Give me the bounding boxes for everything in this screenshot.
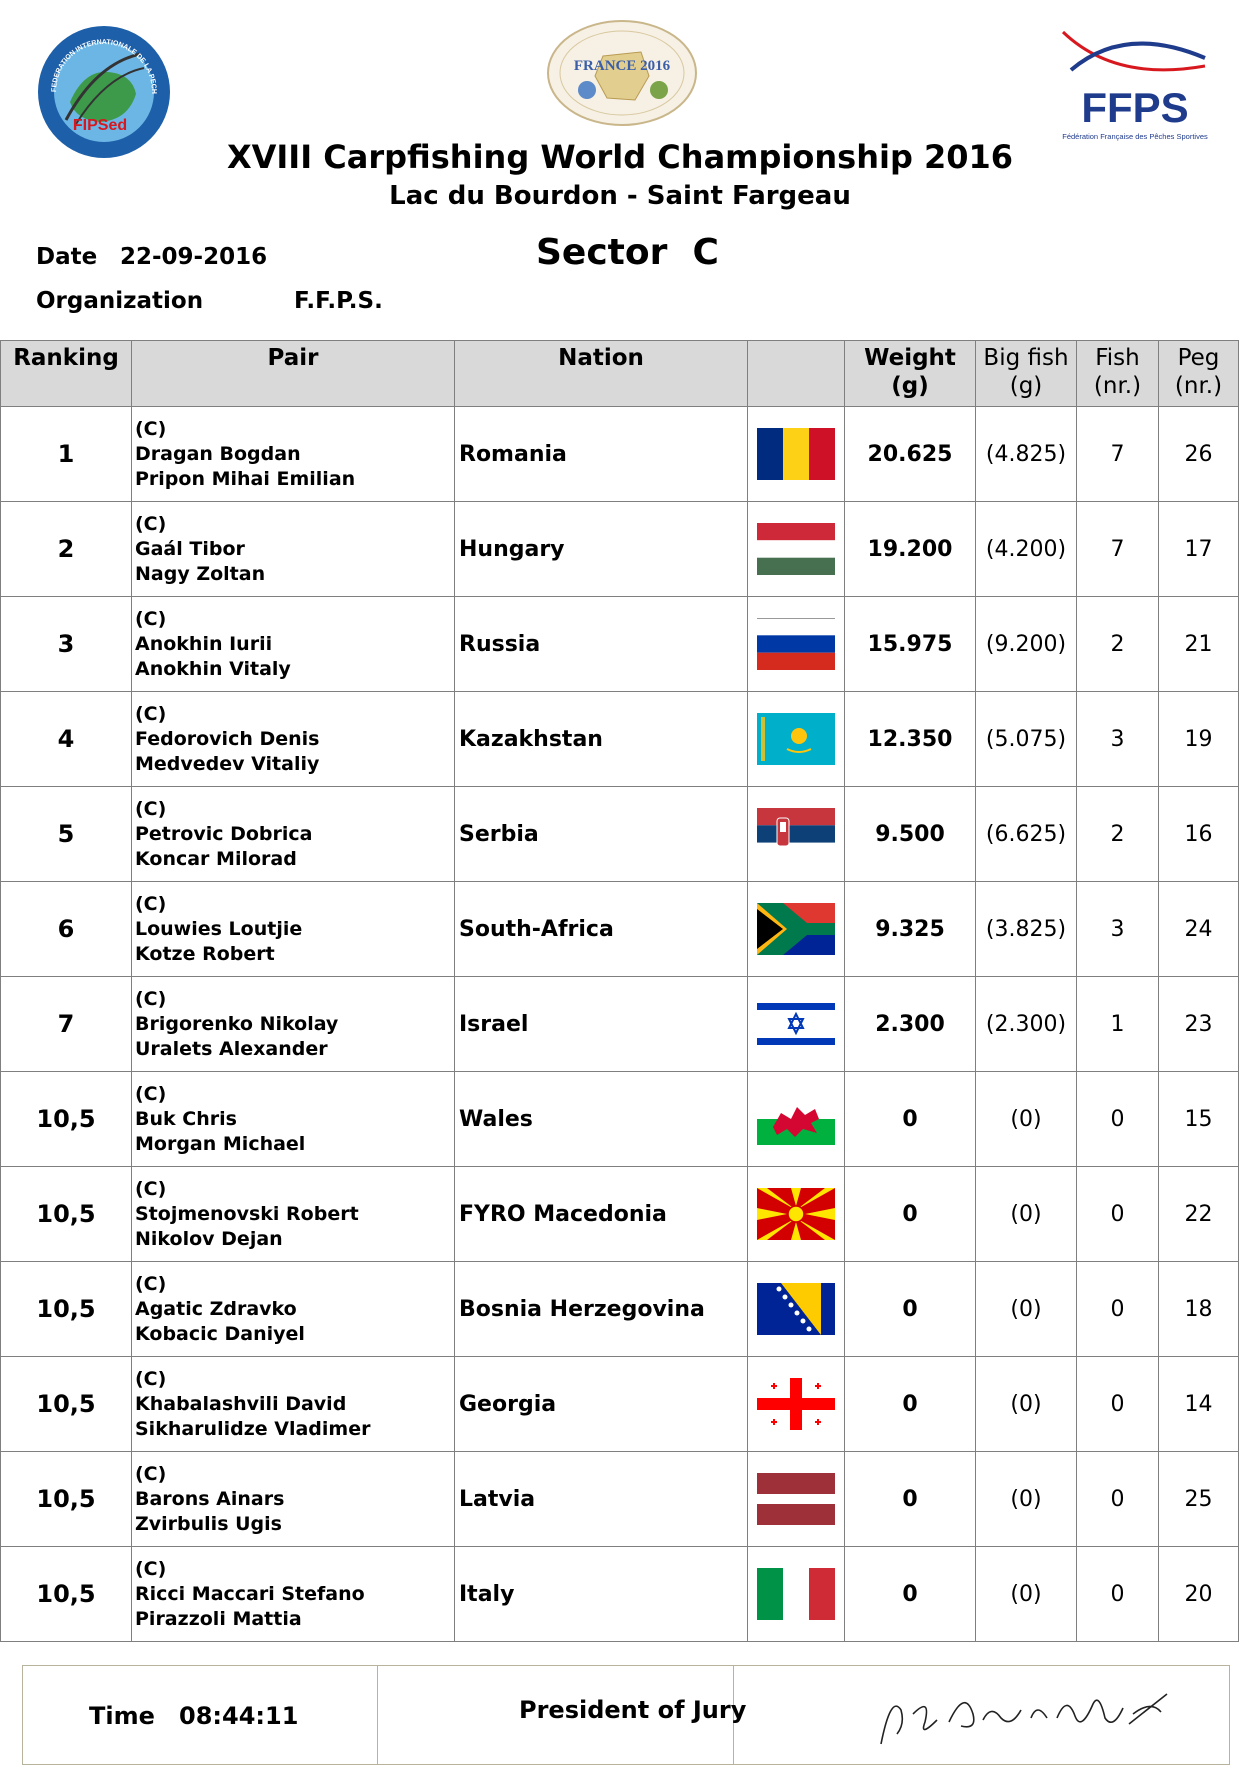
weight-value: 2.300 (875, 1011, 945, 1037)
weight-value: 15.975 (867, 631, 953, 657)
weight-cell (845, 407, 976, 502)
fish-count-cell (1077, 1167, 1159, 1262)
angler-2: Kobacic Daniyel (135, 1322, 305, 1345)
big-fish-value: (0) (1010, 1486, 1042, 1512)
captain-marker: (C) (135, 1462, 167, 1485)
venue-subtitle: Lac du Bourdon - Saint Fargeau (389, 181, 851, 211)
nation-cell (455, 692, 748, 787)
angler-2: Kotze Robert (135, 942, 275, 965)
weight-cell (845, 882, 976, 977)
big-fish-value: (0) (1010, 1296, 1042, 1322)
footer-box (22, 1665, 1230, 1765)
big-fish-cell (976, 1167, 1077, 1262)
rank-cell (1, 1167, 132, 1262)
peg-value: 20 (1184, 1581, 1213, 1607)
footer-divider (377, 1666, 378, 1764)
col-header-big-fish (976, 341, 1077, 407)
angler-1: Agatic Zdravko (135, 1297, 297, 1320)
nation-name: Kazakhstan (459, 726, 603, 752)
peg-cell (1159, 407, 1239, 502)
pair-cell (132, 1072, 455, 1167)
fish-count-value: 2 (1110, 821, 1125, 847)
big-fish-value: (4.825) (985, 441, 1067, 467)
angler-1: Barons Ainars (135, 1487, 285, 1510)
sector-label: Sector C (536, 232, 719, 273)
peg-cell (1159, 1452, 1239, 1547)
col-header-fish-line1: Fish (1095, 345, 1140, 371)
ffps-logo (1055, 22, 1215, 147)
captain-marker: (C) (135, 417, 167, 440)
flag-cell (748, 1167, 845, 1262)
col-header-fish (1077, 341, 1159, 407)
peg-value: 26 (1184, 441, 1213, 467)
fish-count-cell (1077, 977, 1159, 1072)
nation-cell (455, 882, 748, 977)
big-fish-cell (976, 787, 1077, 882)
flag-cell (748, 407, 845, 502)
pair-cell (132, 692, 455, 787)
peg-value: 14 (1184, 1391, 1213, 1417)
macedonia-flag (757, 1188, 835, 1240)
nation-name: Israel (459, 1011, 529, 1037)
weight-cell (845, 597, 976, 692)
fish-count-value: 3 (1110, 916, 1125, 942)
angler-1: Dragan Bogdan (135, 442, 301, 465)
angler-1: Gaál Tibor (135, 537, 245, 560)
flag-cell (748, 1357, 845, 1452)
fish-count-cell (1077, 787, 1159, 882)
col-header-weight (845, 341, 976, 407)
fish-count-cell (1077, 882, 1159, 977)
table-row (1, 1452, 1239, 1547)
date-label: Date (36, 244, 98, 270)
big-fish-cell (976, 1072, 1077, 1167)
flag-cell (748, 1262, 845, 1357)
flag-cell (748, 977, 845, 1072)
nation-cell (455, 1357, 748, 1452)
angler-1: Petrovic Dobrica (135, 822, 313, 845)
peg-value: 16 (1184, 821, 1213, 847)
col-header-flag (748, 341, 845, 407)
organization-value: F.F.P.S. (294, 288, 383, 314)
weight-cell (845, 1072, 976, 1167)
rank-cell (1, 597, 132, 692)
flag-cell (748, 1547, 845, 1642)
col-header-big-fish-line1: Big fish (983, 345, 1069, 371)
nation-cell (455, 597, 748, 692)
serbia-flag (757, 808, 835, 860)
flag-cell (748, 882, 845, 977)
table-header-row (1, 341, 1239, 407)
pair-cell (132, 502, 455, 597)
peg-cell (1159, 1072, 1239, 1167)
nation-cell (455, 787, 748, 882)
captain-marker: (C) (135, 1272, 167, 1295)
pair-cell (132, 1452, 455, 1547)
rank-value: 10,5 (36, 1390, 96, 1418)
big-fish-cell (976, 1262, 1077, 1357)
angler-2: Pirazzoli Mattia (135, 1607, 302, 1630)
fish-count-cell (1077, 1072, 1159, 1167)
captain-marker: (C) (135, 1177, 167, 1200)
nation-name: Bosnia Herzegovina (459, 1296, 705, 1322)
fish-count-value: 7 (1110, 441, 1125, 467)
nation-name: Russia (459, 631, 541, 657)
big-fish-value: (3.825) (985, 916, 1067, 942)
big-fish-cell (976, 597, 1077, 692)
angler-1: Louwies Loutjie (135, 917, 303, 940)
big-fish-value: (0) (1010, 1581, 1042, 1607)
fish-count-cell (1077, 1357, 1159, 1452)
rank-cell (1, 1357, 132, 1452)
angler-2: Zvirbulis Ugis (135, 1512, 282, 1535)
big-fish-value: (6.625) (985, 821, 1067, 847)
pair-cell (132, 407, 455, 502)
weight-cell (845, 1547, 976, 1642)
nation-name: Serbia (459, 821, 539, 847)
table-row (1, 1262, 1239, 1357)
captain-marker: (C) (135, 702, 167, 725)
big-fish-value: (4.200) (985, 536, 1067, 562)
peg-value: 25 (1184, 1486, 1213, 1512)
table-row (1, 1547, 1239, 1642)
peg-cell (1159, 692, 1239, 787)
fish-count-cell (1077, 1547, 1159, 1642)
weight-cell (845, 787, 976, 882)
nation-name: Romania (459, 441, 567, 467)
col-header-ranking: Ranking (1, 341, 132, 407)
nation-name: Georgia (459, 1391, 557, 1417)
weight-value: 19.200 (867, 536, 953, 562)
peg-value: 21 (1184, 631, 1213, 657)
nation-cell (455, 1262, 748, 1357)
page-title: XVIII Carpfishing World Championship 2016 (226, 138, 1014, 176)
big-fish-value: (5.075) (985, 726, 1067, 752)
weight-value: 9.325 (875, 916, 945, 942)
peg-cell (1159, 787, 1239, 882)
weight-cell (845, 692, 976, 787)
jury-president-signature (861, 1674, 1191, 1756)
big-fish-cell (976, 977, 1077, 1072)
south-africa-flag (757, 903, 835, 955)
big-fish-value: (0) (1010, 1106, 1042, 1132)
flag-cell (748, 1452, 845, 1547)
weight-cell (845, 977, 976, 1072)
weight-value: 0 (902, 1391, 918, 1417)
pair-cell (132, 787, 455, 882)
col-header-peg (1159, 341, 1239, 407)
ffps-subtitle: Fédération Française des Pêches Sportives (1062, 132, 1208, 141)
big-fish-value: (0) (1010, 1391, 1042, 1417)
fish-count-value: 0 (1110, 1391, 1125, 1417)
peg-cell (1159, 1357, 1239, 1452)
fish-count-cell (1077, 1452, 1159, 1547)
angler-2: Nikolov Dejan (135, 1227, 283, 1250)
col-header-pair: Pair (132, 341, 455, 407)
nation-name: South-Africa (459, 916, 614, 942)
rank-value: 6 (57, 915, 75, 943)
nation-cell (455, 977, 748, 1072)
table-row (1, 1167, 1239, 1262)
peg-value: 22 (1184, 1201, 1213, 1227)
nation-cell (455, 1167, 748, 1262)
rank-cell (1, 407, 132, 502)
col-header-peg-line1: Peg (1177, 345, 1220, 371)
table-row (1, 977, 1239, 1072)
wales-flag (757, 1093, 835, 1145)
peg-cell (1159, 977, 1239, 1072)
angler-2: Sikharulidze Vladimer (135, 1417, 371, 1440)
angler-2: Morgan Michael (135, 1132, 306, 1155)
weight-value: 0 (902, 1486, 918, 1512)
rank-cell (1, 1547, 132, 1642)
nation-cell (455, 1452, 748, 1547)
fipsed-ring-text: FEDERATION INTERNATIONALE DE LA PECH (50, 38, 158, 95)
fish-count-value: 3 (1110, 726, 1125, 752)
hungary-flag (757, 523, 835, 575)
big-fish-cell (976, 502, 1077, 597)
nation-cell (455, 502, 748, 597)
rank-value: 2 (57, 535, 75, 563)
big-fish-cell (976, 1357, 1077, 1452)
pair-cell (132, 1547, 455, 1642)
angler-2: Uralets Alexander (135, 1037, 328, 1060)
weight-value: 0 (902, 1106, 918, 1132)
fipsed-text: FIPSed (72, 117, 128, 134)
big-fish-value: (9.200) (985, 631, 1067, 657)
big-fish-value: (2.300) (985, 1011, 1067, 1037)
rank-value: 5 (57, 820, 75, 848)
weight-value: 12.350 (867, 726, 953, 752)
fish-count-value: 2 (1110, 631, 1125, 657)
captain-marker: (C) (135, 892, 167, 915)
table-row (1, 502, 1239, 597)
peg-value: 18 (1184, 1296, 1213, 1322)
kazakhstan-flag (757, 713, 835, 765)
romania-flag (757, 428, 835, 480)
fish-count-cell (1077, 407, 1159, 502)
france-logo-text: FRANCE 2016 (573, 58, 671, 74)
weight-cell (845, 1167, 976, 1262)
captain-marker: (C) (135, 512, 167, 535)
rank-value: 1 (57, 440, 75, 468)
angler-1: Brigorenko Nikolay (135, 1012, 339, 1035)
captain-marker: (C) (135, 1367, 167, 1390)
table-row (1, 597, 1239, 692)
angler-2: Medvedev Vitaliy (135, 752, 320, 775)
fish-count-value: 0 (1110, 1106, 1125, 1132)
president-of-jury-label: President of Jury (519, 1696, 747, 1724)
nation-cell (455, 1072, 748, 1167)
flag-cell (748, 502, 845, 597)
big-fish-cell (976, 1452, 1077, 1547)
col-header-nation: Nation (455, 341, 748, 407)
captain-marker: (C) (135, 987, 167, 1010)
big-fish-cell (976, 692, 1077, 787)
weight-cell (845, 502, 976, 597)
fish-count-cell (1077, 692, 1159, 787)
angler-2: Anokhin Vitaly (135, 657, 291, 680)
flag-cell (748, 1072, 845, 1167)
rank-cell (1, 1452, 132, 1547)
fish-count-value: 0 (1110, 1581, 1125, 1607)
rank-cell (1, 977, 132, 1072)
rank-value: 10,5 (36, 1295, 96, 1323)
captain-marker: (C) (135, 797, 167, 820)
rank-value: 3 (57, 630, 75, 658)
angler-1: Fedorovich Denis (135, 727, 320, 750)
angler-1: Buk Chris (135, 1107, 237, 1130)
fish-count-value: 0 (1110, 1201, 1125, 1227)
nation-name: Hungary (459, 536, 565, 562)
flag-cell (748, 692, 845, 787)
fish-count-value: 0 (1110, 1296, 1125, 1322)
nation-name: Wales (459, 1106, 533, 1132)
peg-cell (1159, 882, 1239, 977)
rank-cell (1, 1072, 132, 1167)
fish-count-cell (1077, 1262, 1159, 1357)
peg-value: 17 (1184, 536, 1213, 562)
rank-cell (1, 787, 132, 882)
table-row (1, 692, 1239, 787)
captain-marker: (C) (135, 1082, 167, 1105)
pair-cell (132, 882, 455, 977)
weight-value: 9.500 (875, 821, 945, 847)
table-row (1, 787, 1239, 882)
table-row (1, 1357, 1239, 1452)
fish-count-cell (1077, 502, 1159, 597)
peg-value: 24 (1184, 916, 1213, 942)
angler-1: Khabalashvili David (135, 1392, 347, 1415)
col-header-fish-line2: (nr.) (1093, 373, 1142, 399)
rank-value: 10,5 (36, 1200, 96, 1228)
ffps-text: FFPS (1081, 84, 1189, 131)
weight-value: 20.625 (867, 441, 953, 467)
latvia-flag (757, 1473, 835, 1525)
russia-flag (757, 618, 835, 670)
weight-cell (845, 1452, 976, 1547)
rank-value: 10,5 (36, 1580, 96, 1608)
big-fish-cell (976, 882, 1077, 977)
big-fish-cell (976, 407, 1077, 502)
peg-cell (1159, 1547, 1239, 1642)
flag-cell (748, 597, 845, 692)
nation-cell (455, 407, 748, 502)
organization-label: Organization (36, 288, 204, 314)
pair-cell (132, 1357, 455, 1452)
col-header-peg-line2: (nr.) (1174, 373, 1223, 399)
angler-1: Ricci Maccari Stefano (135, 1582, 365, 1605)
rank-value: 10,5 (36, 1485, 96, 1513)
pair-cell (132, 1262, 455, 1357)
fish-count-value: 7 (1110, 536, 1125, 562)
captain-marker: (C) (135, 1557, 167, 1580)
pair-cell (132, 977, 455, 1072)
angler-2: Nagy Zoltan (135, 562, 266, 585)
angler-1: Anokhin Iurii (135, 632, 273, 655)
rank-cell (1, 1262, 132, 1357)
peg-value: 23 (1184, 1011, 1213, 1037)
fish-count-cell (1077, 597, 1159, 692)
weight-cell (845, 1262, 976, 1357)
flag-cell (748, 787, 845, 882)
bosnia-flag (757, 1283, 835, 1335)
rank-value: 10,5 (36, 1105, 96, 1133)
nation-name: Italy (459, 1581, 515, 1607)
pair-cell (132, 1167, 455, 1262)
peg-cell (1159, 597, 1239, 692)
col-header-weight-line1: Weight (864, 345, 956, 371)
results-table (0, 340, 1239, 1642)
pair-cell (132, 597, 455, 692)
fish-count-value: 1 (1110, 1011, 1125, 1037)
angler-1: Stojmenovski Robert (135, 1202, 359, 1225)
rank-cell (1, 502, 132, 597)
peg-value: 15 (1184, 1106, 1213, 1132)
rank-cell (1, 692, 132, 787)
weight-value: 0 (902, 1581, 918, 1607)
big-fish-value: (0) (1010, 1201, 1042, 1227)
peg-value: 19 (1184, 726, 1213, 752)
weight-value: 0 (902, 1296, 918, 1322)
col-header-big-fish-line2: (g) (1009, 373, 1043, 399)
time-value: 08:44:11 (179, 1702, 299, 1730)
france-2016-logo (545, 18, 700, 128)
nation-name: Latvia (459, 1486, 536, 1512)
rank-value: 4 (57, 725, 75, 753)
italy-flag (757, 1568, 835, 1620)
table-row (1, 407, 1239, 502)
nation-cell (455, 1547, 748, 1642)
big-fish-cell (976, 1547, 1077, 1642)
angler-2: Pripon Mihai Emilian (135, 467, 356, 490)
georgia-flag (757, 1378, 835, 1430)
nation-name: FYRO Macedonia (459, 1201, 667, 1227)
rank-cell (1, 882, 132, 977)
peg-cell (1159, 1167, 1239, 1262)
peg-cell (1159, 502, 1239, 597)
col-header-weight-line2: (g) (891, 373, 929, 399)
fish-count-value: 0 (1110, 1486, 1125, 1512)
israel-flag (757, 998, 835, 1050)
table-row (1, 1072, 1239, 1167)
angler-2: Koncar Milorad (135, 847, 297, 870)
weight-value: 0 (902, 1201, 918, 1227)
time-label: Time (89, 1702, 155, 1730)
table-row (1, 882, 1239, 977)
date-value: 22-09-2016 (120, 244, 268, 270)
peg-cell (1159, 1262, 1239, 1357)
weight-cell (845, 1357, 976, 1452)
rank-value: 7 (57, 1010, 75, 1038)
captain-marker: (C) (135, 607, 167, 630)
